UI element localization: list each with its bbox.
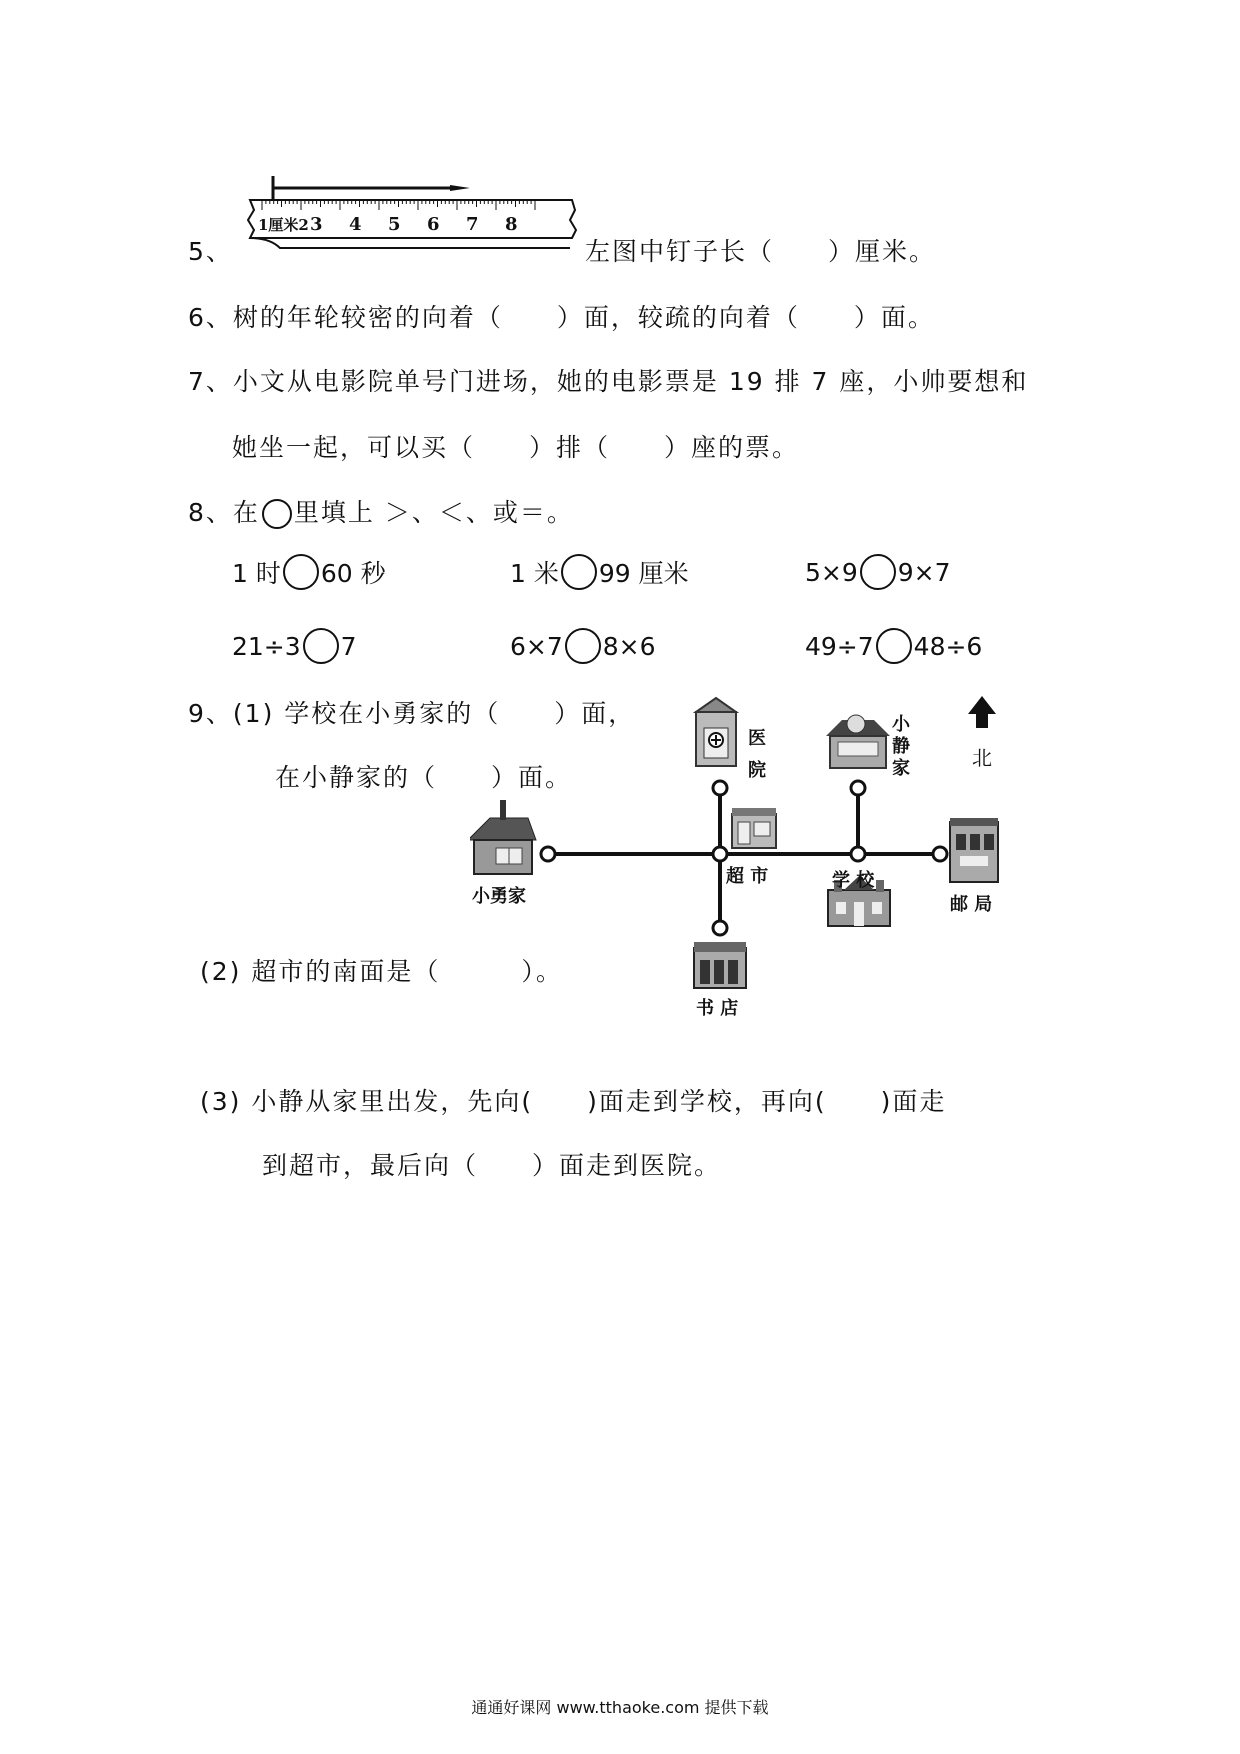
xiaoyong-home-icon	[470, 800, 536, 874]
compare-item-4	[232, 628, 357, 664]
compare-right: 7	[340, 631, 357, 661]
answer-circle[interactable]	[561, 554, 597, 590]
compare-item-6	[805, 628, 982, 664]
post-office-icon	[950, 818, 998, 882]
compare-item-5	[510, 628, 656, 664]
compare-left: 49÷7	[805, 631, 874, 661]
hospital-label-1: 医	[748, 728, 766, 749]
ruler-label: 7	[466, 214, 479, 235]
ruler-figure	[240, 170, 580, 265]
q9-part3-line2: 到超市，最后向（ ）面走到医院。	[262, 1151, 722, 1180]
school-label: 学 校	[832, 870, 875, 891]
post-office-label: 邮 局	[950, 894, 993, 915]
ruler-label: 4	[349, 214, 362, 235]
compare-left: 5×9	[805, 557, 858, 587]
hospital-label-2: 院	[748, 760, 766, 781]
compare-right: 60 秒	[320, 559, 386, 588]
supermarket-label: 超 市	[726, 866, 769, 887]
q8-instruction	[188, 493, 574, 529]
q9-part2: (2) 超市的南面是（ ）。	[200, 957, 563, 986]
north-label: 北	[972, 746, 992, 770]
answer-circle[interactable]	[303, 628, 339, 664]
ruler-label: 6	[427, 214, 440, 235]
answer-circle[interactable]	[283, 554, 319, 590]
xiaojing-home-label-1: 小	[892, 714, 910, 735]
xiaojing-home-label-2: 静	[892, 736, 910, 757]
q9-part1-line1: 9、(1) 学校在小勇家的（ ）面，	[188, 699, 636, 728]
compare-right: 8×6	[602, 631, 656, 661]
hospital-icon	[696, 698, 736, 766]
compare-left: 21÷3	[232, 631, 301, 661]
xiaoyong-home-label: 小勇家	[472, 886, 526, 907]
xiaojing-home-label-3: 家	[892, 758, 910, 779]
q8-prefix: 8、在	[188, 498, 260, 527]
q9-part1-line2: 在小静家的（ ）面。	[275, 763, 573, 792]
q8-suffix: 里填上 ＞、＜、或＝。	[293, 498, 574, 527]
answer-circle[interactable]	[876, 628, 912, 664]
ruler-label: 8	[505, 214, 518, 235]
answer-circle[interactable]	[860, 554, 896, 590]
q7-line2: 她坐一起，可以买（ ）排（ ）座的票。	[232, 433, 800, 462]
q9-part3-line1: (3) 小静从家里出发，先向( )面走到学校，再向( )面走	[200, 1087, 947, 1116]
xiaojing-home-icon	[826, 715, 890, 768]
q7-line1: 7、小文从电影院单号门进场，她的电影票是 19 排 7 座，小帅要想和	[188, 367, 1029, 396]
ruler-label: 5	[388, 214, 401, 235]
compare-left: 6×7	[510, 631, 563, 661]
footer-credit: 通通好课网 www.tthaoke.com 提供下载	[471, 1698, 769, 1717]
north-arrow-icon	[968, 696, 996, 728]
compare-item-2	[510, 554, 689, 590]
ruler-label: 1厘米2	[258, 216, 309, 234]
q5-text: 左图中钉子长（ ）厘米。	[585, 237, 937, 266]
q5-number: 5、	[188, 237, 233, 266]
circle-symbol	[262, 499, 292, 529]
supermarket-icon	[732, 808, 776, 848]
bookstore-label: 书 店	[696, 998, 739, 1019]
answer-circle[interactable]	[565, 628, 601, 664]
q6-text: 6、树的年轮较密的向着（ ）面，较疏的向着（ ）面。	[188, 303, 935, 332]
compare-right: 99 厘米	[598, 559, 689, 588]
compare-right: 9×7	[897, 557, 951, 587]
compare-right: 48÷6	[913, 631, 983, 661]
compare-left: 1 米	[510, 559, 559, 588]
compare-item-3	[805, 554, 951, 590]
bookstore-icon	[694, 942, 746, 988]
compare-left: 1 时	[232, 559, 281, 588]
ruler-label: 3	[310, 214, 323, 235]
compare-item-1	[232, 554, 386, 590]
